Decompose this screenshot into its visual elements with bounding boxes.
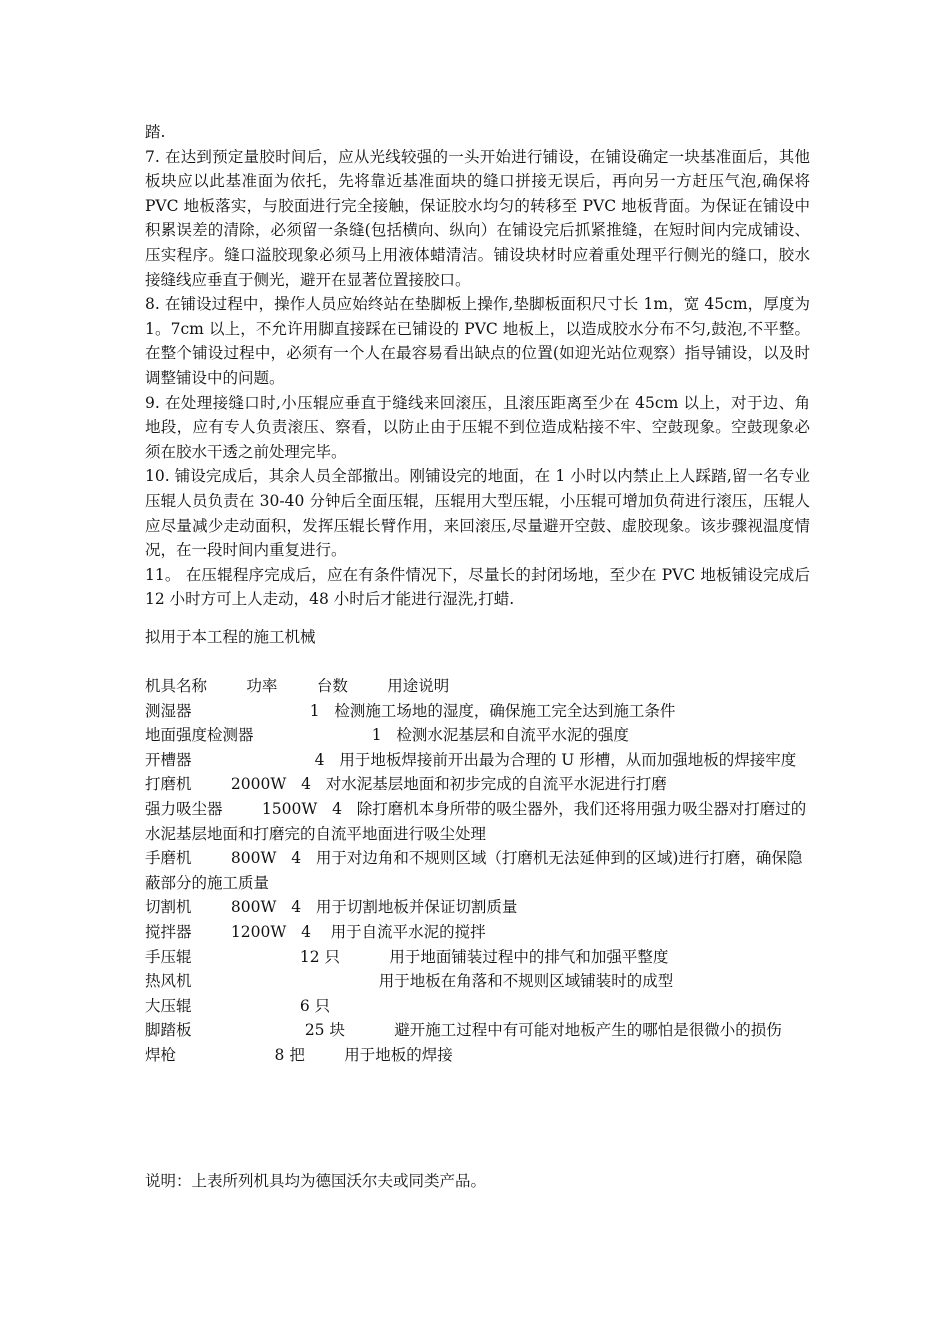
table-note: 说明：上表所列机具均为德国沃尔夫或同类产品。 — [145, 1172, 487, 1190]
table-row: 地面强度检测器 1 检测水泥基层和自流平水泥的强度 — [145, 726, 629, 745]
table-row: 脚踏板 25 块 避开施工过程中有可能对地板产生的哪怕是很微小的损伤 — [145, 1021, 782, 1040]
paragraph-step-10: 10. 铺设完成后，其余人员全部撤出。刚铺设完的地面，在 1 小时以内禁止上人踩踏,留一名专业压辊人员负责在 30-40 分钟后全面压辊，压辊用大型压辊，小压辊可增加负荷进行滚压，压辊人应尽量减少走动面积，发挥压辊长臂作用，来回滚压,尽量避开空鼓、虚胶现象。该步骤视温度情况，在一段时间内重复进行。 — [145, 467, 810, 560]
paragraph-step-9: 9. 在处理接缝口时,小压辊应垂直于缝线来回滚压，且滚压距离至少在 45cm 以上，对于边、角地段，应有专人负责滚压、察看，以防止由于压辊不到位造成粘接不牢、空鼓现象。空鼓现象必须在胶水干透之前处理完毕。 — [145, 393, 810, 461]
paragraph-continuation: 踏. — [145, 123, 166, 141]
table-row: 切割机 800W 4 用于切割地板并保证切割质量 — [145, 898, 518, 917]
paragraph-step-11: 11。 在压辊程序完成后，应在有条件情况下，尽量长的封闭场地，至少在 PVC 地板铺设完成后 12 小时方可上人走动，48 小时后才能进行湿洗,打蜡. — [145, 565, 810, 609]
table-row: 强力吸尘器 1500W 4 除打磨机本身所带的吸尘器外，我们还将用强力吸尘器对打磨过的水泥基层地面和打磨完的自流平地面进行吸尘处理 — [145, 799, 807, 843]
table-row: 焊枪 8 把 用于地板的焊接 — [145, 1045, 453, 1064]
table-row: 打磨机 2000W 4 对水泥基层地面和初步完成的自流平水泥进行打磨 — [145, 775, 667, 794]
machinery-section-title: 拟用于本工程的施工机械 — [145, 628, 316, 646]
paragraph-step-8: 8. 在铺设过程中，操作人员应始终站在垫脚板上操作,垫脚板面积尺寸长 1m，宽 45cm，厚度为 1。7cm 以上，不允许用脚直接踩在已铺设的 PVC 地板上，以造成胶水分布不匀,鼓泡,不平整。在整个铺设过程中，必须有一个人在最容易看出缺点的位置(如迎光站位观察）指导铺设，以及时调整铺设中的问题。 — [145, 295, 810, 387]
table-row: 搅拌器 1200W 4 用于自流平水泥的搅拌 — [145, 922, 486, 941]
table-row: 大压辊 6 只 — [145, 996, 331, 1015]
paragraph-step-7: 7. 在达到预定量胶时间后，应从光线较强的一头开始进行铺设，在铺设确定一块基准面后，其他板块应以此基准面为依托，先将靠近基准面块的缝口拼接无误后，再向另一方赶压气泡,确保将 PVC 地板落实，与胶面进行完全接触，保证胶水均匀的转移至 PVC 地板背面。为保证在铺设中积累误差的清除，必须留一条缝(包括横向、纵向）在铺设完后抓紧推缝，在短时间内完成铺设、压实程序。缝口溢胶现象必须马上用液体蜡清洁。铺设块材时应着重处理平行侧光的缝口，胶水接缝线应垂直于侧光，避开在显著位置接胶口。 — [145, 147, 810, 289]
table-header-row: 机具名称 功率 台数 用途说明 — [145, 677, 450, 695]
table-row: 手压辊 12 只 用于地面铺装过程中的排气和加强平整度 — [145, 947, 669, 966]
table-row: 开槽器 4 用于地板焊接前开出最为合理的 U 形槽，从而加强地板的焊接牢度 — [145, 750, 797, 769]
procedure-text — [145, 120, 810, 612]
table-row: 手磨机 800W 4 用于对边角和不规则区域（打磨机无法延伸到的区域)进行打磨，确保隐蔽部分的施工质量 — [145, 849, 803, 892]
machinery-table — [145, 674, 810, 1068]
table-row: 测湿器 1 检测施工场地的湿度，确保施工完全达到施工条件 — [145, 701, 676, 720]
table-row: 热风机 用于地板在角落和不规则区域铺装时的成型 — [145, 972, 674, 991]
